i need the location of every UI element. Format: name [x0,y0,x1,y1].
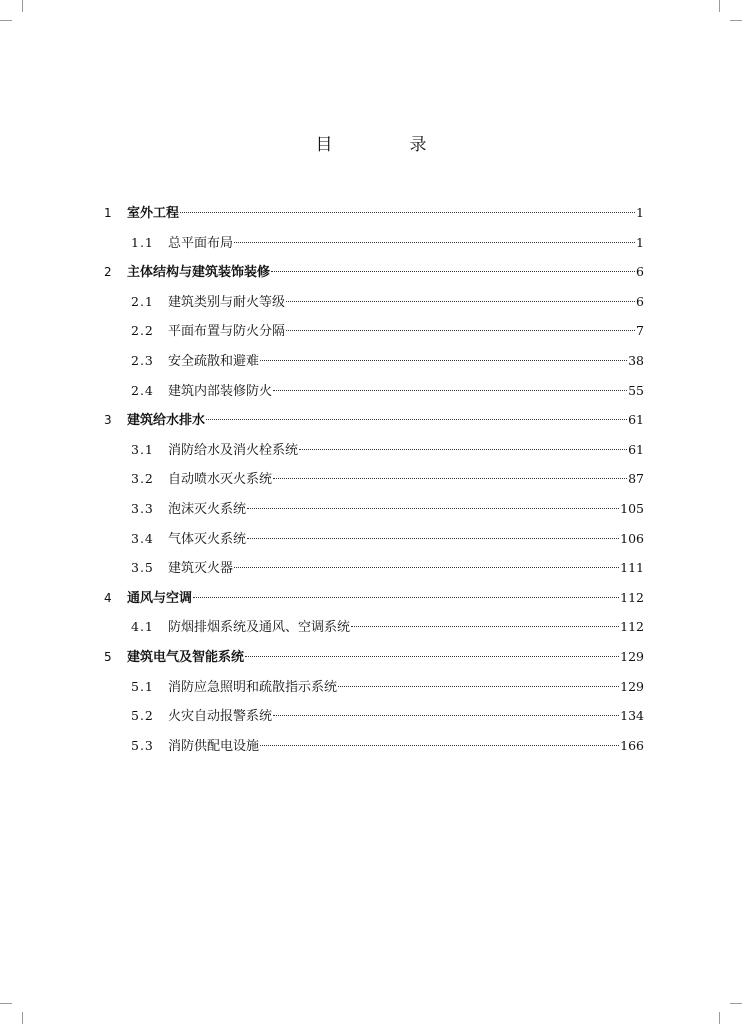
toc-entry-title: 安全疏散和避难 [168,353,260,369]
toc-chapter-entry[interactable] [104,198,644,228]
toc-page-number: 7 [636,323,644,339]
toc-section-entry[interactable] [104,553,644,583]
toc-entry-title: 建筑灭火器 [168,561,234,577]
toc-entry-number: 3.2 [131,471,154,487]
toc-page-number: 105 [620,500,644,516]
crop-mark-top-right-v [719,0,720,12]
toc-entry-number: 2 [104,265,112,280]
toc-dot-leader [234,242,635,243]
toc-page-number: 106 [620,530,644,546]
toc-page-number: 87 [628,471,644,487]
toc-section-entry[interactable] [104,346,644,376]
toc-entry-number: 3 [104,413,112,428]
toc-page-number: 166 [620,737,644,753]
toc-dot-leader [260,360,627,361]
toc-section-entry[interactable] [104,701,644,731]
toc-chapter-entry[interactable] [104,642,644,672]
toc-entry-title: 总平面布局 [168,235,234,251]
toc-entry-title: 建筑给水排水 [127,413,206,429]
toc-dot-leader [351,626,619,627]
toc-entry-number: 4.1 [131,619,154,635]
toc-section-entry[interactable] [104,228,644,258]
toc-section-entry[interactable] [104,524,644,554]
toc-section-entry[interactable] [104,435,644,465]
toc-entry-number: 2.1 [131,293,154,309]
toc-chapter-entry[interactable] [104,583,644,613]
toc-entry-title: 气体灭火系统 [168,531,247,547]
toc-dot-leader [271,271,635,272]
toc-entry-title: 室外工程 [127,206,180,221]
toc-dot-leader [260,745,619,746]
toc-page-number: 1 [636,205,644,220]
toc-section-entry[interactable] [104,287,644,317]
toc-dot-leader [286,330,635,331]
toc-section-entry[interactable] [104,612,644,642]
toc-dot-leader [286,301,635,302]
toc-entry-title: 消防给水及消火栓系统 [168,442,299,458]
toc-page-number: 134 [620,708,644,724]
toc-section-entry[interactable] [104,376,644,406]
crop-mark-top-left-h [0,20,12,21]
toc-dot-leader [247,508,619,509]
page-title: 目 录 [315,135,457,155]
toc-entry-title: 自动喷水灭火系统 [168,472,273,488]
toc-entry-title: 通风与空调 [127,590,193,606]
toc-page-number: 112 [620,589,644,605]
toc-entry-number: 3.1 [131,441,154,457]
toc-page-number: 111 [620,560,644,576]
toc-section-entry[interactable] [104,464,644,494]
toc-page-number: 6 [636,293,644,309]
toc-chapter-entry[interactable] [104,257,644,287]
toc-entry-number: 2.3 [131,352,154,368]
toc-entry-number: 4 [104,590,112,605]
toc-dot-leader [338,686,619,687]
toc-entry-number: 2.2 [131,323,154,339]
toc-entry-title: 消防供配电设施 [168,738,260,754]
toc-entry-title: 泡沫灭火系统 [168,501,247,517]
toc-section-entry[interactable] [104,731,644,761]
toc-page-number: 61 [628,441,644,457]
toc-entry-number: 5 [104,649,112,664]
toc-entry-number: 5.3 [131,737,154,753]
toc-page-number: 61 [628,412,644,428]
toc-dot-leader [206,419,627,420]
toc-entry-title: 消防应急照明和疏散指示系统 [168,679,338,695]
toc-entry-title: 建筑内部装修防火 [168,383,273,399]
toc-entry-number: 3.3 [131,500,154,516]
toc-entry-number: 2.4 [131,382,154,398]
toc-page-number: 129 [620,648,644,664]
toc-dot-leader [273,390,627,391]
toc-entry-title: 防烟排烟系统及通风、空调系统 [168,620,351,636]
toc-dot-leader [234,567,619,568]
toc-dot-leader [273,478,627,479]
toc-section-entry[interactable] [104,316,644,346]
toc-entry-title: 火灾自动报警系统 [168,709,273,725]
crop-mark-bottom-right-h [730,1003,742,1004]
toc-page-number: 6 [636,264,644,280]
toc-entry-number: 5.1 [131,678,154,694]
toc-entry-number: 1 [104,206,112,220]
toc-entry-number: 3.5 [131,560,154,576]
crop-mark-top-left-v [22,0,23,12]
toc-page-number: 1 [636,234,644,250]
toc-entry-title: 建筑电气及智能系统 [127,649,245,665]
toc-entry-title: 主体结构与建筑装饰装修 [127,265,271,281]
toc-dot-leader [180,212,635,213]
table-of-contents [104,198,644,760]
toc-dot-leader [245,656,619,657]
toc-chapter-entry[interactable] [104,405,644,435]
toc-page-number: 112 [620,619,644,635]
crop-mark-bottom-left-v [22,1012,23,1024]
toc-page-number: 129 [620,678,644,694]
toc-entry-number: 1.1 [131,234,154,250]
crop-mark-bottom-left-h [0,1003,12,1004]
toc-page-number: 38 [628,352,644,368]
toc-section-entry[interactable] [104,494,644,524]
toc-dot-leader [273,715,619,716]
crop-mark-bottom-right-v [719,1012,720,1024]
toc-entry-title: 平面布置与防火分隔 [168,324,286,340]
toc-entry-title: 建筑类别与耐火等级 [168,294,286,310]
toc-dot-leader [247,538,619,539]
toc-dot-leader [299,449,627,450]
toc-page-number: 55 [628,382,644,398]
toc-entry-number: 3.4 [131,530,154,546]
toc-entry-number: 5.2 [131,708,154,724]
toc-dot-leader [193,597,619,598]
toc-section-entry[interactable] [104,672,644,702]
crop-mark-top-right-h [730,20,742,21]
